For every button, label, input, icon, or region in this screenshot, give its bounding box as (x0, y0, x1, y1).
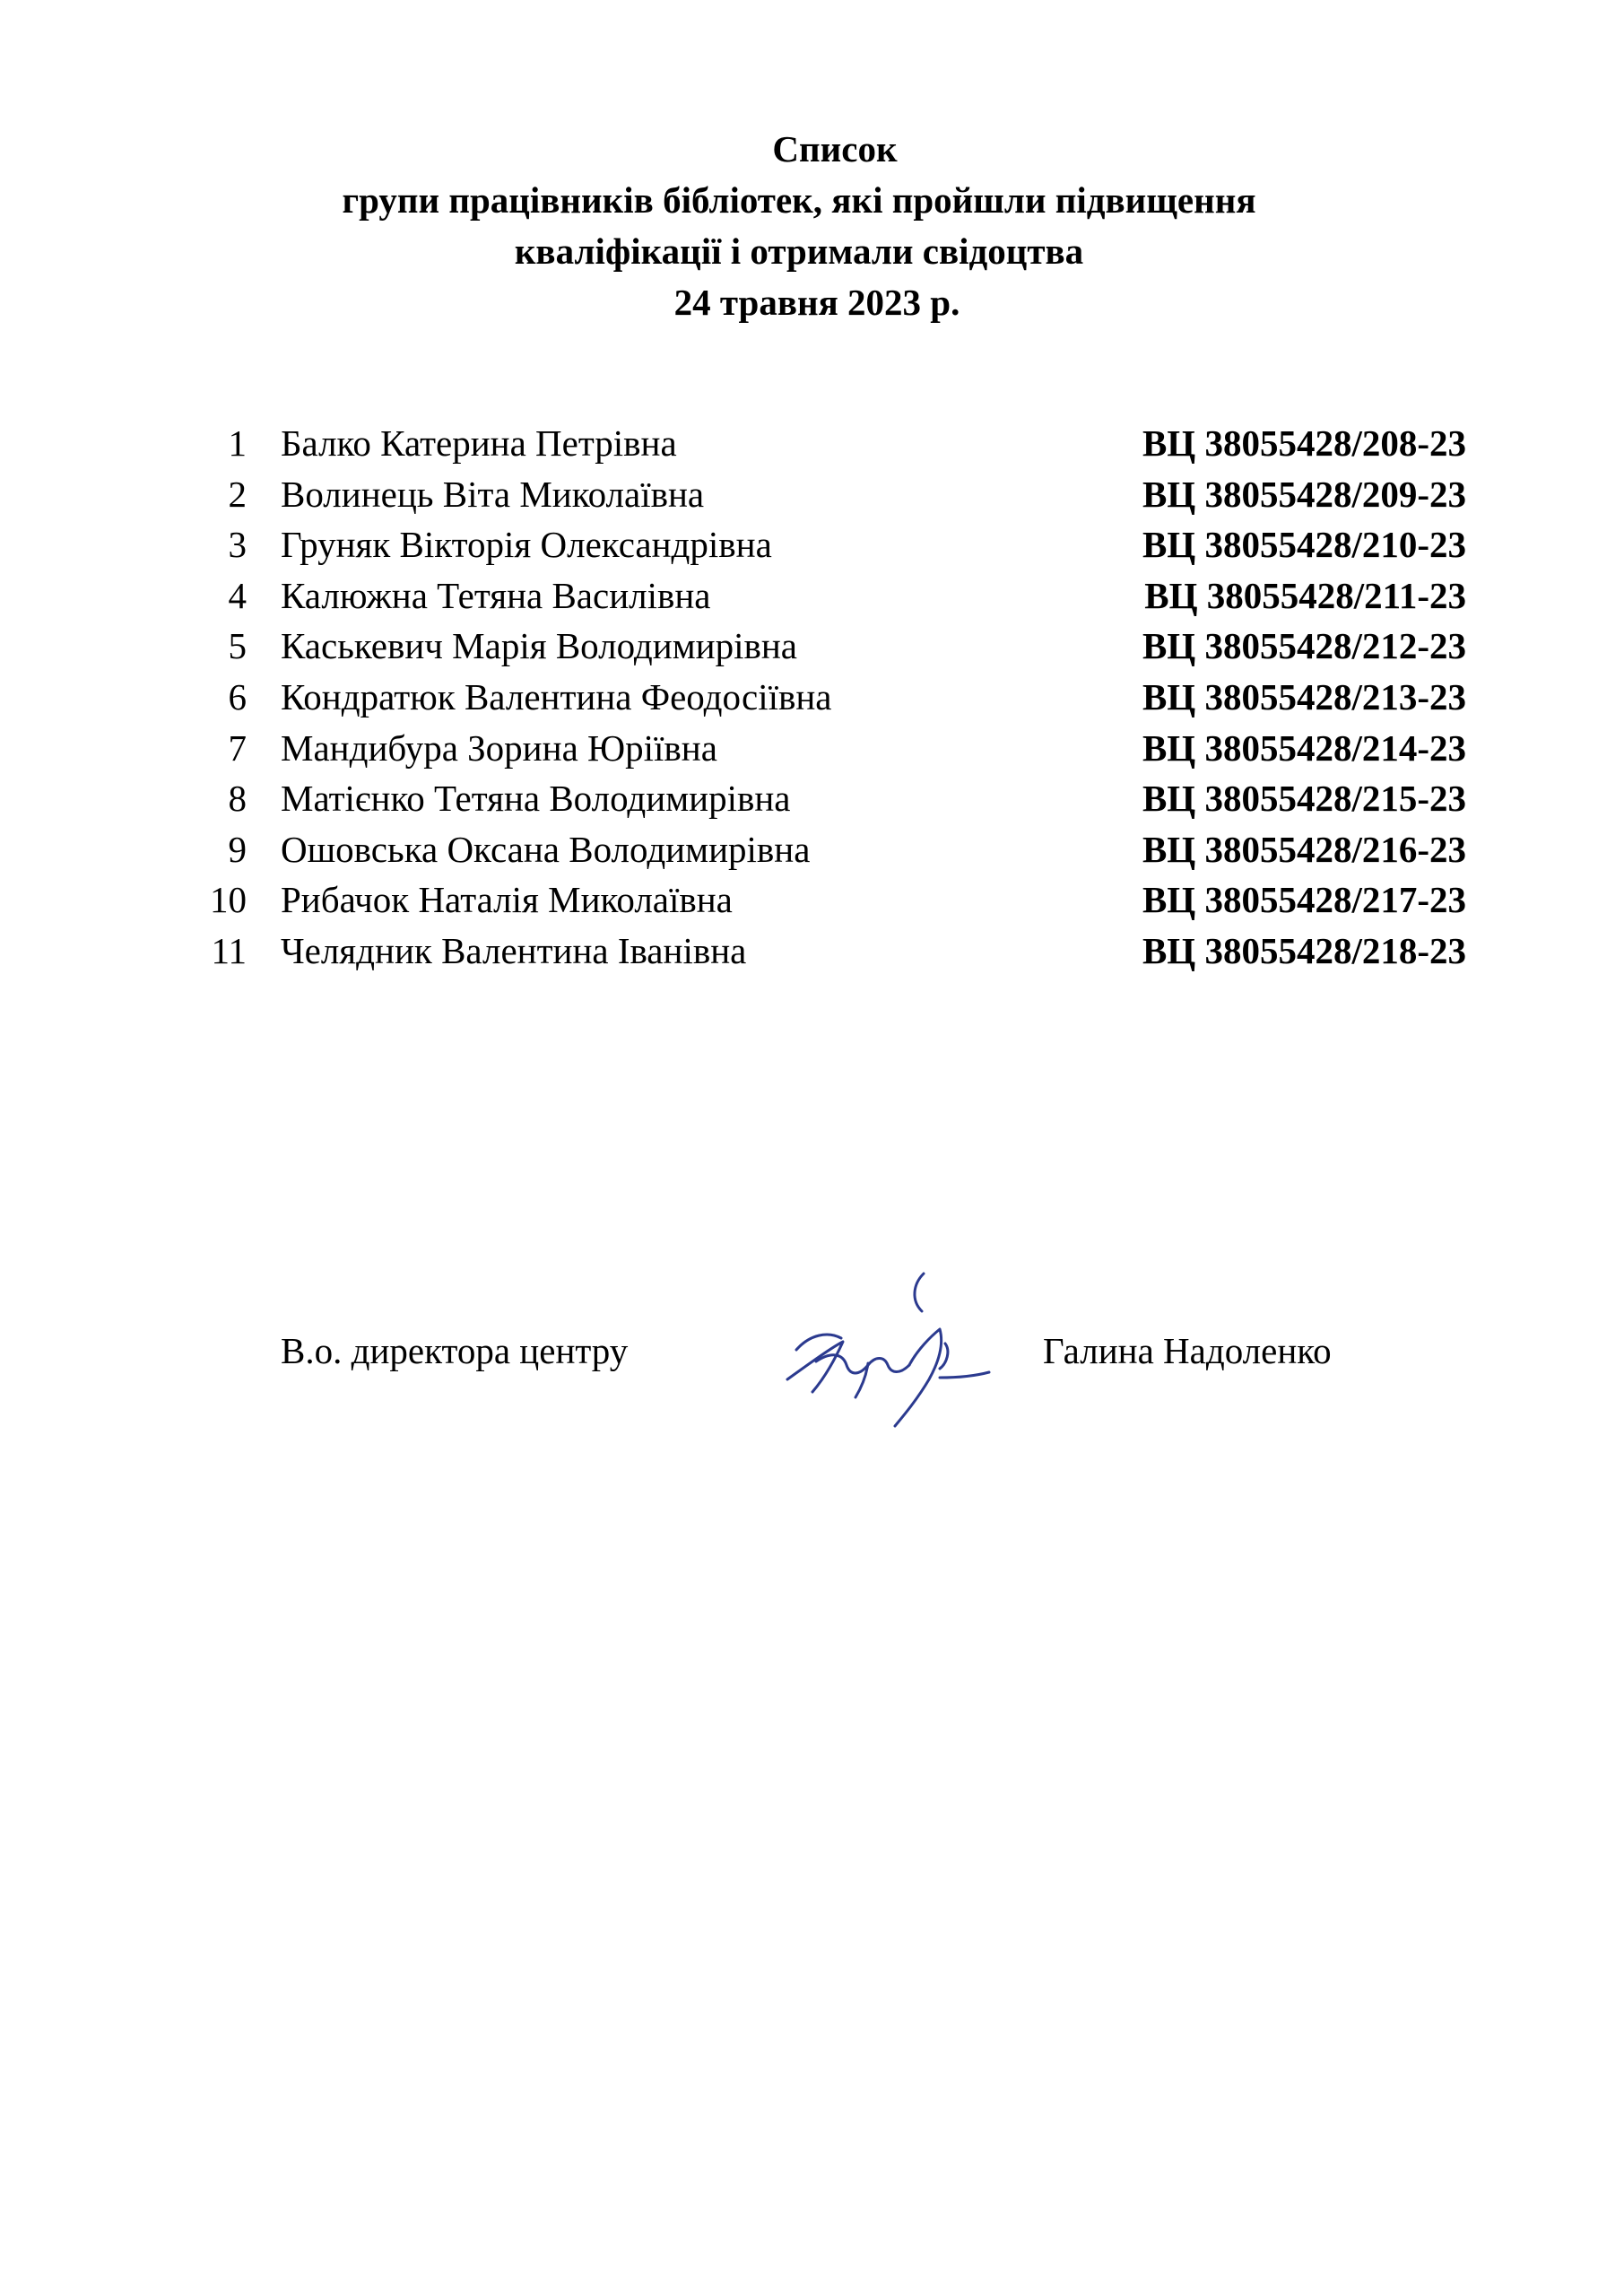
employee-name: Рибачок Наталія Миколаївна (281, 879, 733, 921)
heading-date: 24 травня 2023 р. (673, 282, 960, 323)
list-item (193, 672, 1466, 723)
item-number: 2 (228, 473, 247, 515)
certificate-list (193, 418, 1466, 977)
certificate-number: ВЦ 38055428/212-23 (1142, 625, 1466, 667)
item-number: 4 (228, 574, 247, 616)
item-number: 11 (211, 929, 247, 971)
certificate-number: ВЦ 38055428/214-23 (1142, 726, 1466, 769)
signer-name: Галина Надоленко (1043, 1330, 1332, 1371)
list-item (193, 824, 1466, 875)
list-item (193, 926, 1466, 977)
signature-block (281, 1318, 1464, 1444)
item-number: 3 (228, 524, 247, 566)
list-item (193, 723, 1466, 774)
certificate-number: ВЦ 38055428/215-23 (1142, 778, 1466, 820)
item-number: 5 (228, 625, 247, 667)
employee-name: Челядник Валентина Іванівна (281, 929, 747, 971)
certificate-number: ВЦ 38055428/210-23 (1142, 524, 1466, 566)
employee-name: Волинець Віта Миколаївна (281, 473, 705, 515)
list-item (193, 418, 1466, 469)
list-item (193, 469, 1466, 520)
certificate-number: ВЦ 38055428/217-23 (1142, 879, 1466, 921)
list-item (193, 874, 1466, 926)
employee-name: Ошовська Оксана Володимирівна (281, 828, 811, 870)
item-number: 10 (210, 879, 247, 921)
employee-name: Калюжна Тетяна Василівна (281, 574, 711, 616)
item-number: 7 (228, 726, 247, 769)
employee-name: Каськевич Марія Володимирівна (281, 625, 797, 667)
certificate-number: ВЦ 38055428/216-23 (1142, 828, 1466, 870)
certificate-number: ВЦ 38055428/211-23 (1144, 574, 1466, 616)
certificate-number: ВЦ 38055428/218-23 (1142, 929, 1466, 971)
document-title: Список (772, 128, 898, 170)
certificate-number: ВЦ 38055428/208-23 (1142, 422, 1466, 464)
heading-line-2: кваліфікації і отримали свідоцтва (514, 230, 1084, 272)
list-item (193, 773, 1466, 824)
employee-name: Кондратюк Валентина Феодосіївна (281, 675, 832, 718)
item-number: 1 (228, 422, 247, 464)
list-item (193, 621, 1466, 672)
certificate-number: ВЦ 38055428/209-23 (1142, 473, 1466, 515)
document-heading (0, 124, 1598, 328)
employee-name: Груняк Вікторія Олександрівна (281, 524, 772, 566)
list-item (193, 570, 1466, 622)
list-item (193, 519, 1466, 570)
employee-name: Матієнко Тетяна Володимирівна (281, 778, 791, 820)
item-number: 9 (228, 828, 247, 870)
employee-name: Мандибура Зорина Юріївна (281, 726, 717, 769)
item-number: 6 (228, 675, 247, 718)
certificate-number: ВЦ 38055428/213-23 (1142, 675, 1466, 718)
signer-position: В.о. директора центру (281, 1330, 629, 1371)
signature-strokes (787, 1274, 989, 1426)
employee-name: Балко Катерина Петрівна (281, 422, 677, 464)
handwritten-signature (760, 1265, 994, 1444)
heading-line-1: групи працівників бібліотек, які пройшли підвищення (342, 179, 1256, 221)
item-number: 8 (228, 778, 247, 820)
